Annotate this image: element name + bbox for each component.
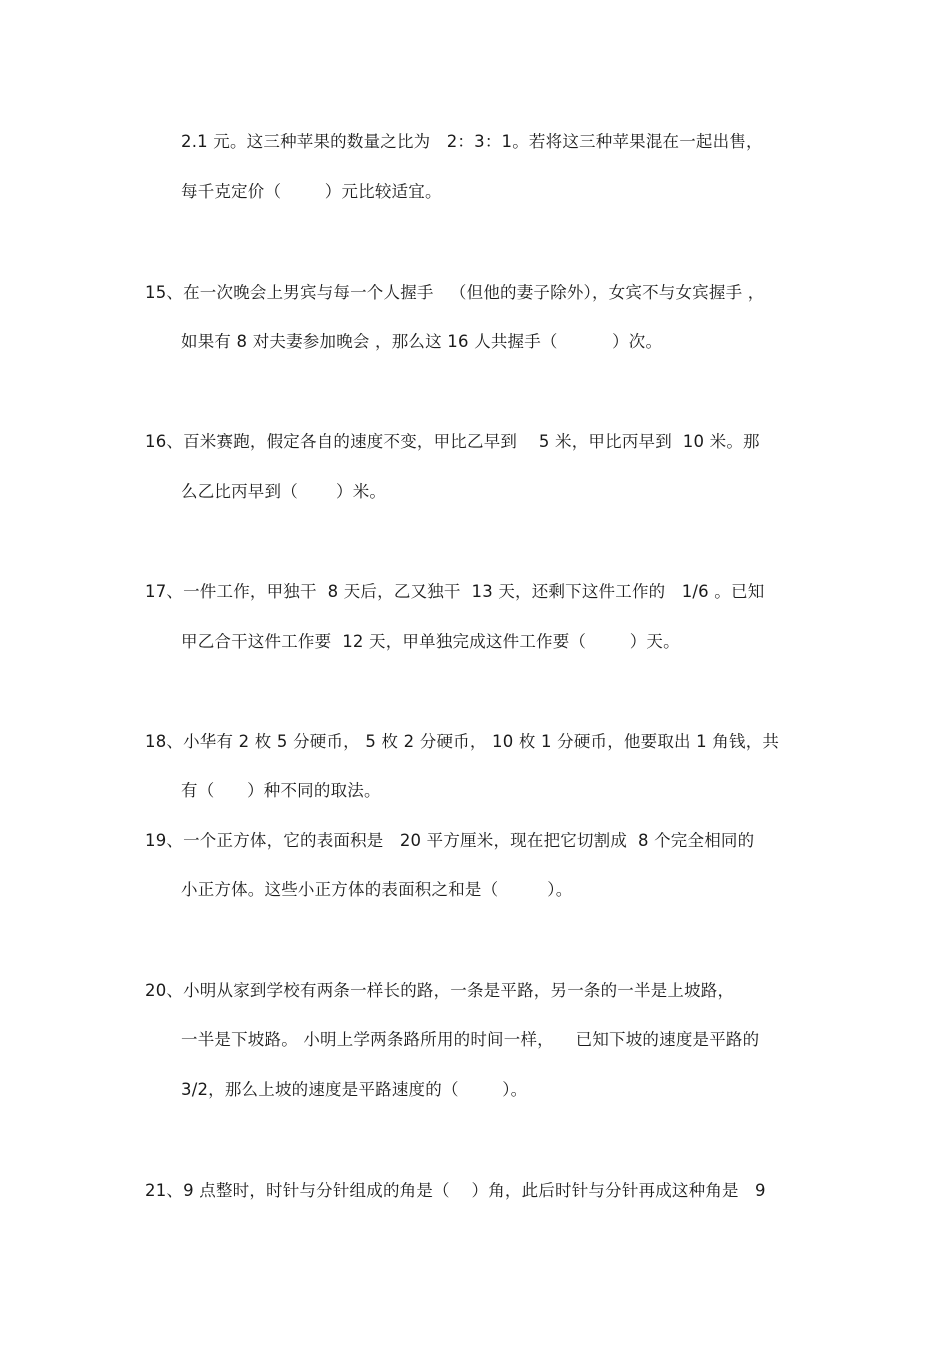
- problem-18-line-2: 有（ ）种不同的取法。: [181, 781, 381, 800]
- problem-20-line-3: 3/2，那么上坡的速度是平路速度的（ ）。: [181, 1080, 528, 1099]
- problem-21-line-1: 21、9 点整时，时针与分针组成的角是（ ）角，此后时针与分针再成这种角是 9: [145, 1181, 766, 1200]
- problem-14-line-2: 每千克定价（ ）元比较适宜。: [181, 182, 442, 201]
- problem-19-line-2: 小正方体。这些小正方体的表面积之和是（ ）。: [181, 880, 573, 899]
- problem-15-line-2: 如果有 8 对夫妻参加晚会 ，那么这 16 人共握手（ ）次。: [181, 332, 663, 351]
- problem-17-line-2: 甲乙合干这件工作要 12 天，甲单独完成这件工作要（ ）天。: [181, 632, 680, 651]
- problem-16-line-2: 么乙比丙早到（ ）米。: [181, 482, 387, 501]
- problem-19-line-1: 19、一个正方体，它的表面积是 20 平方厘米，现在把它切割成 8 个完全相同的: [145, 831, 755, 850]
- problem-15-line-1: 15、在一次晚会上男宾与每一个人握手 （但他的妻子除外），女宾不与女宾握手 ，: [145, 283, 765, 302]
- problem-20-line-1: 20、小明从家到学校有两条一样长的路，一条是平路，另一条的一半是上坡路，: [145, 981, 735, 1000]
- problem-16-line-1: 16、百米赛跑，假定各自的速度不变，甲比乙早到 5 米，甲比丙早到 10 米。那: [145, 432, 760, 451]
- problem-20-line-2: 一半是下坡路。 小明上学两条路所用的时间一样， 已知下坡的速度是平路的: [181, 1030, 760, 1049]
- problem-14-line-1: 2.1 元。这三种苹果的数量之比为 2：3：1。若将这三种苹果混在一起出售，: [181, 132, 763, 151]
- problem-17-line-1: 17、一件工作，甲独干 8 天后，乙又独干 13 天，还剩下这件工作的 1/6 。已知: [145, 582, 765, 601]
- problem-18-line-1: 18、小华有 2 枚 5 分硬币， 5 枚 2 分硬币， 10 枚 1 分硬币，他要取出 1 角钱，共: [145, 732, 780, 751]
